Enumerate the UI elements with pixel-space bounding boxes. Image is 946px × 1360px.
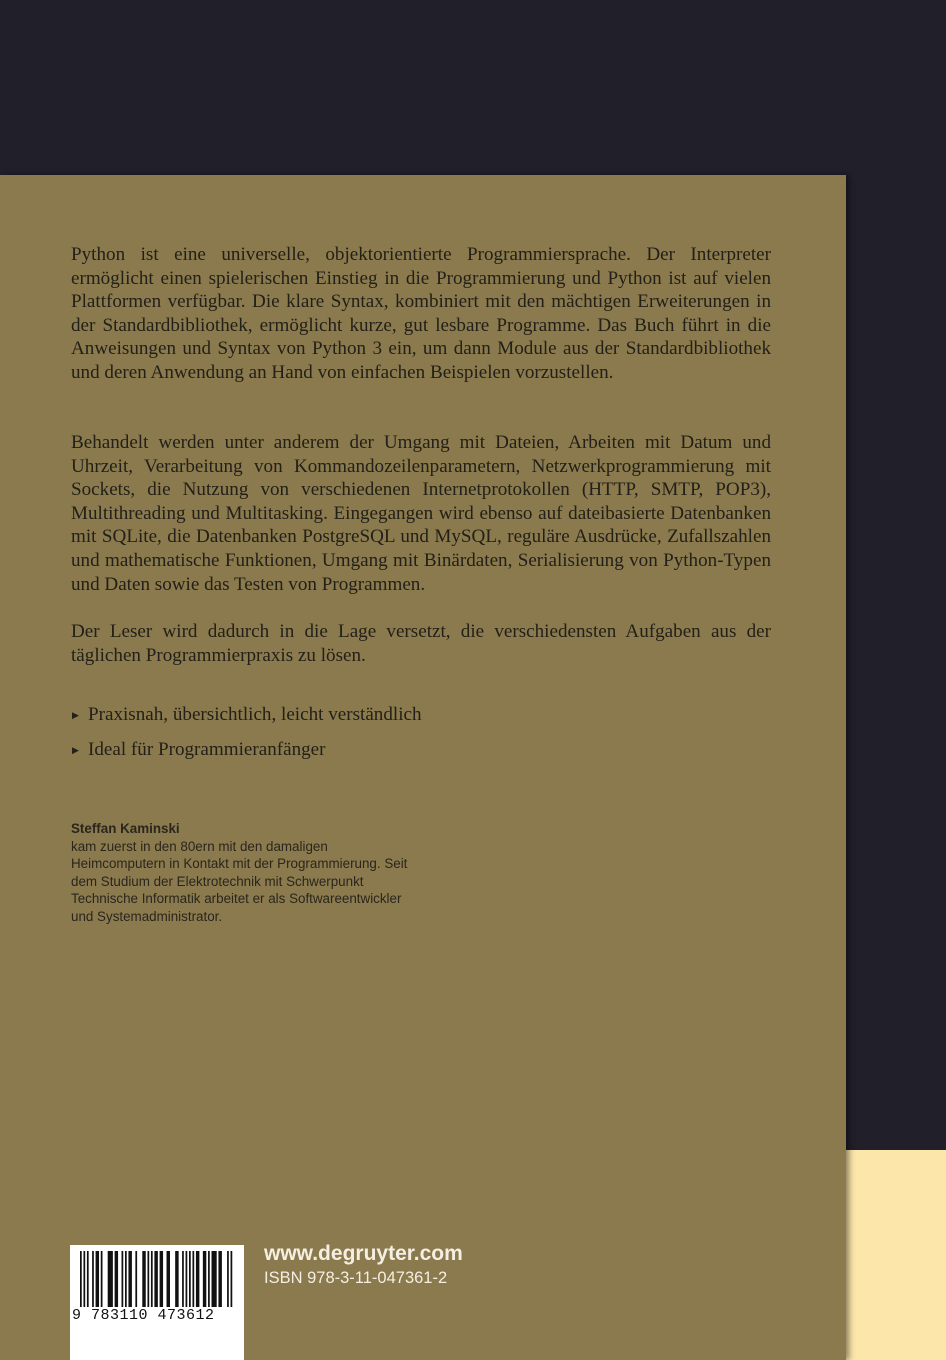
barcode-bar bbox=[96, 1251, 99, 1307]
isbn-barcode bbox=[70, 1245, 244, 1360]
author-bio: kam zuerst in den 80ern mit den damaligen Heimcomputern in Kontakt mit der Programmierung. Seit dem Studium der Elektrotechnik mit Schwerpunkt Technische Informatik arbeitet er als Softwareentwickler und Systemadministrator. bbox=[71, 838, 408, 924]
barcode-bar bbox=[218, 1251, 221, 1307]
barcode-bar bbox=[151, 1251, 153, 1307]
barcode-bar bbox=[227, 1251, 229, 1307]
barcode-bars bbox=[80, 1251, 234, 1307]
feature-list bbox=[72, 703, 422, 773]
barcode-bar bbox=[115, 1251, 118, 1307]
publisher-url[interactable]: www.degruyter.com bbox=[264, 1242, 463, 1265]
barcode-bar bbox=[128, 1251, 131, 1307]
barcode-digits: 9 783110 473612 bbox=[72, 1307, 215, 1324]
barcode-bar bbox=[108, 1251, 113, 1307]
barcode-bar bbox=[122, 1251, 124, 1307]
description-paragraph-3: Der Leser wird dadurch in die Lage versetzt, die verschiedensten Aufgaben aus der täglichen Programmierpraxis zu lösen. bbox=[71, 621, 771, 666]
feature-text: Ideal für Programmieranfänger bbox=[88, 739, 326, 760]
barcode-bar bbox=[92, 1251, 94, 1307]
triangle-bullet-icon: ▶ bbox=[72, 745, 79, 755]
triangle-bullet-icon: ▶ bbox=[72, 710, 79, 720]
barcode-bar bbox=[80, 1251, 82, 1307]
feature-item bbox=[72, 703, 422, 727]
description-paragraph-2: Behandelt werden unter anderem der Umgang mit Dateien, Arbeiten mit Datum und Uhrzeit, Verarbeitung von Kommandozeilenparametern, Netzwerkprogrammierung mit Sockets, die Nutzung von verschiedenen Internetprotokollen (HTTP, SMTP, POP3), Multithreading und Multitasking. Eingegangen wird ebenso auf dateibasierte Datenbanken mit SQLite, die Datenbanken PostgreSQL und MySQL, reguläre Ausdrücke, Zufallszahlen und mathematische Funktionen, Umgang mit Binärdaten, Serialisierung von Python-Typen und Daten sowie das Testen von Programmen. bbox=[71, 432, 771, 595]
book-back-cover bbox=[0, 175, 846, 1360]
barcode-bar bbox=[167, 1251, 170, 1307]
barcode-bar bbox=[175, 1251, 178, 1307]
barcode-bar bbox=[203, 1251, 206, 1307]
barcode-bar bbox=[196, 1251, 199, 1307]
accent-strip bbox=[846, 1150, 946, 1360]
feature-item bbox=[72, 738, 422, 762]
barcode-bar bbox=[182, 1251, 184, 1307]
author-bio-block bbox=[71, 820, 416, 926]
barcode-bar bbox=[83, 1251, 85, 1307]
barcode-bar bbox=[101, 1251, 103, 1307]
author-name: Steffan Kaminski bbox=[71, 821, 180, 836]
barcode-bar bbox=[142, 1251, 145, 1307]
description-paragraph-1: Python ist eine universelle, objektorientierte Programmiersprache. Der Interpreter ermöglicht einen spielerischen Einstieg in die Programmierung und Python ist auf vielen Plattformen verfügbar. Die klare Syntax, kombiniert mit den mächtigen Erweiterungen in der Standardbibliothek, ermöglicht kurze, gut lesbare Programme. Das Buch führt in die Anweisungen und Syntax von Python 3 ein, um dann Module aus der Standardbibliothek und deren Anwendung an Hand von einfachen Beispielen vorzustellen. bbox=[71, 244, 771, 383]
barcode-bar bbox=[87, 1251, 89, 1307]
feature-text: Praxisnah, übersichtlich, leicht verständlich bbox=[88, 704, 422, 725]
isbn-number: ISBN 978-3-11-047361-2 bbox=[264, 1269, 448, 1287]
barcode-bar bbox=[147, 1251, 149, 1307]
barcode-bar bbox=[231, 1251, 233, 1307]
barcode-bar bbox=[125, 1251, 127, 1307]
barcode-bar bbox=[192, 1251, 194, 1307]
barcode-bar bbox=[186, 1251, 188, 1307]
barcode-bar bbox=[212, 1251, 217, 1307]
barcode-bar bbox=[154, 1251, 157, 1307]
barcode-bar bbox=[135, 1251, 137, 1307]
barcode-bar bbox=[160, 1251, 163, 1307]
barcode-bar bbox=[208, 1251, 210, 1307]
barcode-bar bbox=[189, 1251, 191, 1307]
